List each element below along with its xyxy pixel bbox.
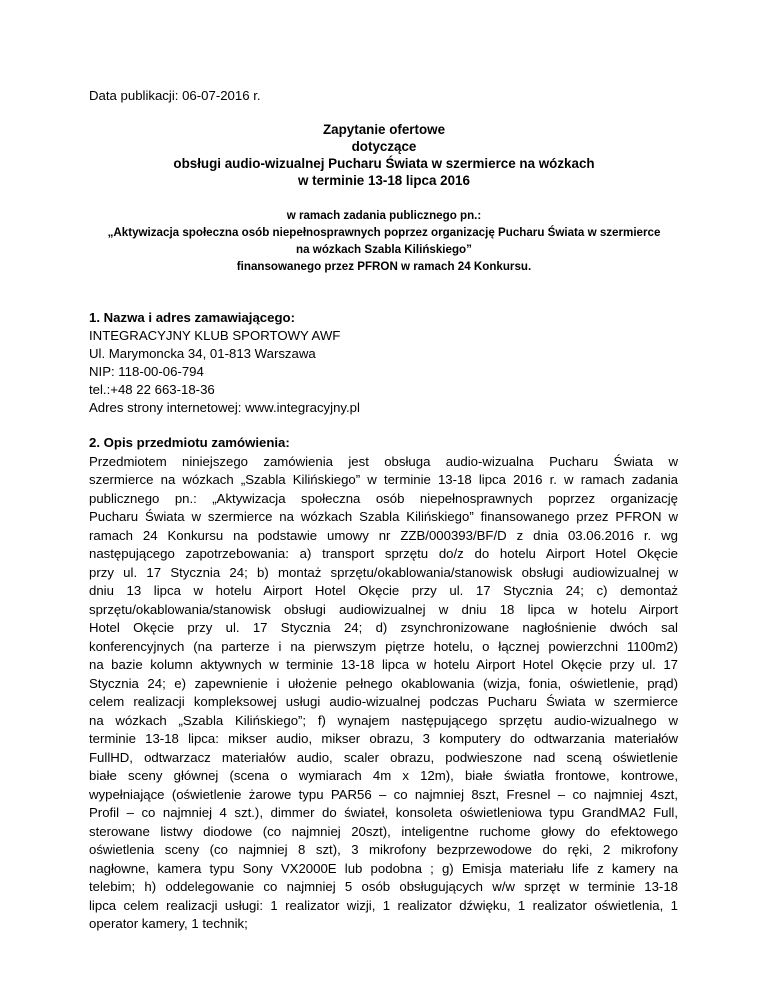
paragraph-line: nagłowne, kamera typu Sony VX2000E lub podobna ; g) Emisja materiału life z kamery na [89, 860, 678, 876]
paragraph-line: FullHD, odtwarzacz materiałów audio, scaler obrazu, podwieszone nad sceną oświetlenie [89, 749, 678, 765]
document-title [60, 121, 708, 189]
subtitle-line: w ramach zadania publicznego pn.: [286, 209, 482, 222]
paragraph-line: dniu 13 lipca w hotelu Airport Hotel Okęcie przy ul. 17 Stycznia 24; c) demontaż [89, 583, 678, 598]
document-subtitle [60, 207, 708, 275]
organization-name: INTEGRACYJNY KLUB SPORTOWY AWF [89, 327, 341, 343]
paragraph-line: szermierce na wózkach „Szabla Kilińskiego” w terminie 13-18 lipca 2016 r. w ramach zadania [89, 472, 678, 487]
paragraph-line: konferencyjnych (na parterze i na pierwszym piętrze hotelu, o łącznej powierzchni 1100m2) [89, 638, 678, 654]
paragraph-line: lipca celem realizacji usługi: 1 realizator wizji, 1 realizator dźwięku, 1 realizator oświetlenia, 1 [89, 897, 678, 913]
paragraph-line: publicznego pn.: „Aktywizacja społeczna osób niepełnosprawnych poprzez organizację [89, 490, 678, 506]
paragraph-line: wypełniające (oświetlenie żarowe typu PAR56 – co najmniej 8szt, Fresnel – co najmniej 4szt, [89, 786, 678, 802]
phone: tel.:+48 22 663-18-36 [89, 381, 215, 397]
title-line: w terminie 13-18 lipca 2016 [298, 173, 470, 188]
section-ordering-party [89, 309, 689, 416]
website: Adres strony internetowej: www.integracyjny.pl [89, 399, 360, 415]
address: Ul. Marymoncka 34, 01-813 Warszawa [89, 345, 316, 361]
paragraph-line: przy ul. 17 Stycznia 24; b) montaż sprzętu/okablowania/stanowisk obsługi audiowizualnej w [89, 564, 678, 580]
paragraph-line: sprzętu/okablowania/stanowisk obsługi audiowizualnej w dniu 18 lipca w hotelu Airport [89, 601, 678, 617]
subtitle-line: na wózkach Szabla Kilińskiego” [296, 243, 472, 256]
paragraph-line: Stycznia 24; e) zapewnienie i ułożenie pełnego okablowania (wizja, fonia, oświetlenie, prąd) [89, 675, 678, 691]
paragraph-line: Profil – co najmniej 4 szt.), dimmer do świateł, konsoleta oświetleniowa typu GrandMA2 Full, [89, 805, 678, 820]
subtitle-line: finansowanego przez PFRON w ramach 24 Konkursu. [236, 260, 532, 273]
paragraph-line: Hotel Okęcie przy ul. 17 Stycznia 24; d) zsynchronizowane nagłośnienie dwóch sal [89, 620, 678, 635]
paragraph-line: telebim; h) oddelegowanie co najmniej 5 osób obsługujących w/w sprzęt w terminie 13-18 [89, 879, 678, 894]
paragraph-line: operator kamery, 1 technik; [89, 916, 248, 931]
tax-id: NIP: 118-00-06-794 [89, 363, 204, 379]
paragraph-line: Przedmiotem niniejszego zamówienia jest obsługa audio-wizualna Pucharu Świata w [89, 453, 678, 469]
paragraph-line: oświetlenia sceny (co najmniej 8 szt), 3 mikrofony bezprzewodowe do ręki, 2 mikrofony [89, 842, 678, 857]
paragraph-line: ramach 24 Konkursu na podstawie umowy nr ZZB/000393/BF/D z dnia 03.06.2016 r. wg [89, 527, 678, 543]
paragraph-line: terminie 13-18 lipca: mikser audio, mikser obrazu, 3 komputery do odtwarzania materiałów [89, 731, 678, 746]
section-heading: 1. Nazwa i adres zamawiającego: [89, 310, 295, 325]
paragraph-line: Pucharu Świata w szermierce na wózkach Szabla Kilińskiego” finansowanego przez PFRON w [89, 509, 678, 524]
section-order-description [89, 434, 678, 934]
title-line: dotyczące [351, 139, 417, 154]
publication-date: Data publikacji: 06-07-2016 r. [89, 88, 261, 103]
title-line: obsługi audio-wizualnej Pucharu Świata w szermierce na wózkach [173, 156, 595, 171]
paragraph-line: następującego zapotrzebowania: a) transport sprzętu do/z do hotelu Airport Hotel Okęcie [89, 546, 678, 561]
subtitle-line: „Aktywizacja społeczna osób niepełnosprawnych poprzez organizację Pucharu Świata w szermierce [107, 226, 661, 239]
paragraph-line: białe sceny głównej (scena o wymiarach 4m x 12m), białe światła frontowe, kontrowe, [89, 768, 678, 783]
paragraph-line: na wózkach „Szabla Kilińskiego”; f) wynajem następującego sprzętu audio-wizualnego w [89, 712, 678, 728]
section-heading: 2. Opis przedmiotu zamówienia: [89, 435, 290, 450]
paragraph-line: sterowane listwy diodowe (co najmniej 20szt), inteligentne ruchome głowy do efektowego [89, 823, 678, 839]
paragraph-line: na bazie kolumn aktywnych w terminie 13-18 lipca w hotelu Airport Hotel Okęcie przy ul. 17 [89, 657, 678, 672]
title-line: Zapytanie ofertowe [322, 122, 446, 137]
paragraph-line: celem realizacji kompleksowej usługi audio-wizualnej podczas Pucharu Świata w szermierce [89, 694, 678, 709]
